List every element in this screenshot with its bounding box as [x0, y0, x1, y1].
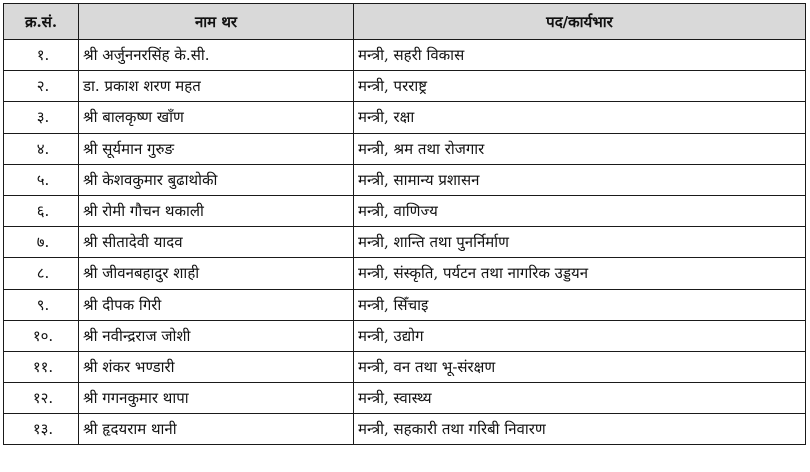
table-row: [4, 71, 806, 102]
post-cell: मन्त्री, वाणिज्य: [354, 195, 806, 226]
header-row: [4, 4, 806, 40]
table-row: [4, 320, 806, 351]
table-row: [4, 102, 806, 133]
serial-cell: २.: [4, 71, 79, 102]
post-cell: मन्त्री, स्वास्थ्य: [354, 383, 806, 414]
name-cell: श्री केशवकुमार बुढाथोकी: [79, 164, 354, 195]
table-row: [4, 383, 806, 414]
name-column-header: नाम थर: [79, 4, 354, 40]
serial-cell: ३.: [4, 102, 79, 133]
post-cell: मन्त्री, उद्योग: [354, 320, 806, 351]
name-cell: डा. प्रकाश शरण महत: [79, 71, 354, 102]
serial-cell: ५.: [4, 164, 79, 195]
serial-cell: ६.: [4, 195, 79, 226]
name-cell: श्री हृदयराम थानी: [79, 414, 354, 445]
name-cell: श्री गगनकुमार थापा: [79, 383, 354, 414]
name-cell: श्री शंकर भण्डारी: [79, 351, 354, 382]
name-cell: श्री सूर्यमान गुरुङ: [79, 133, 354, 164]
serial-column-header: क्र.सं.: [4, 4, 79, 40]
table-row: [4, 195, 806, 226]
table-body: [4, 40, 806, 445]
post-cell: मन्त्री, श्रम तथा रोजगार: [354, 133, 806, 164]
post-cell: मन्त्री, संस्कृति, पर्यटन तथा नागरिक उड्डयन: [354, 258, 806, 289]
name-cell: श्री नवीन्द्रराज जोशी: [79, 320, 354, 351]
serial-cell: ९.: [4, 289, 79, 320]
table-row: [4, 133, 806, 164]
serial-cell: १.: [4, 40, 79, 71]
serial-cell: १०.: [4, 320, 79, 351]
table-header: [4, 4, 806, 40]
name-cell: श्री सीतादेवी यादव: [79, 227, 354, 258]
post-cell: मन्त्री, शान्ति तथा पुनर्निर्माण: [354, 227, 806, 258]
name-cell: श्री रोमी गौचन थकाली: [79, 195, 354, 226]
name-cell: श्री बालकृष्ण खाँण: [79, 102, 354, 133]
table-row: [4, 258, 806, 289]
post-cell: मन्त्री, सामान्य प्रशासन: [354, 164, 806, 195]
table-row: [4, 289, 806, 320]
post-cell: मन्त्री, रक्षा: [354, 102, 806, 133]
serial-cell: ४.: [4, 133, 79, 164]
serial-cell: ८.: [4, 258, 79, 289]
ministers-table: [3, 3, 806, 445]
serial-cell: ७.: [4, 227, 79, 258]
post-cell: मन्त्री, वन तथा भू-संरक्षण: [354, 351, 806, 382]
serial-cell: १३.: [4, 414, 79, 445]
serial-cell: १२.: [4, 383, 79, 414]
post-cell: मन्त्री, सहरी विकास: [354, 40, 806, 71]
post-cell: मन्त्री, सिँचाइ: [354, 289, 806, 320]
post-cell: मन्त्री, सहकारी तथा गरिबी निवारण: [354, 414, 806, 445]
post-cell: मन्त्री, परराष्ट्र: [354, 71, 806, 102]
name-cell: श्री अर्जुननरसिंह के.सी.: [79, 40, 354, 71]
post-column-header: पद/कार्यभार: [354, 4, 806, 40]
serial-cell: ११.: [4, 351, 79, 382]
table-row: [4, 40, 806, 71]
table-row: [4, 351, 806, 382]
table-row: [4, 227, 806, 258]
table-row: [4, 164, 806, 195]
table-row: [4, 414, 806, 445]
name-cell: श्री दीपक गिरी: [79, 289, 354, 320]
name-cell: श्री जीवनबहादुर शाही: [79, 258, 354, 289]
